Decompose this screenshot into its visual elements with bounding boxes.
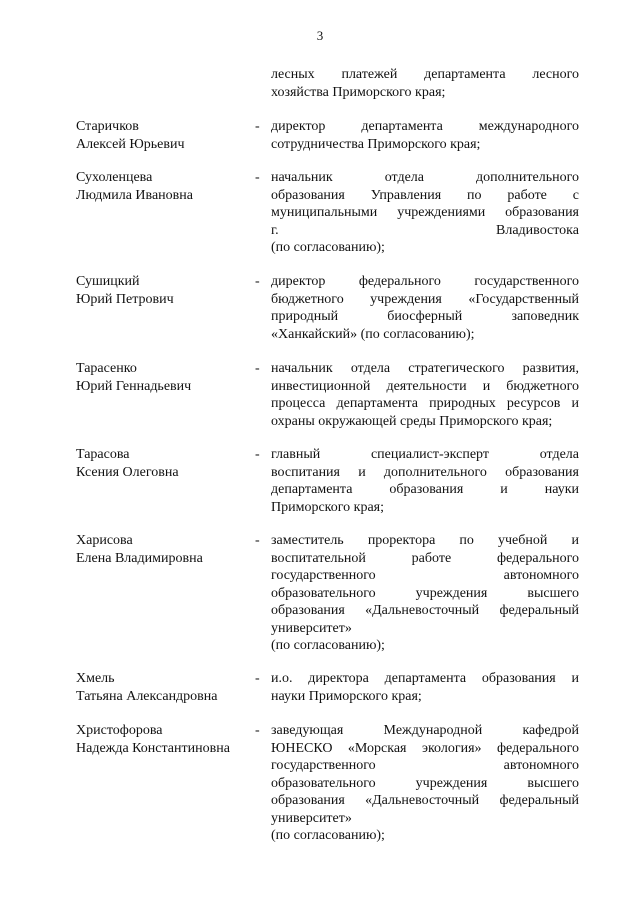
role-line: университет» [271, 620, 352, 636]
member-name [76, 118, 254, 153]
role-line: образовательного учреждения высшего [271, 775, 579, 791]
name-line: Харисова [76, 533, 133, 548]
member-role [271, 532, 579, 655]
role-line: природный биосферный заповедник [271, 309, 579, 324]
dash-separator: - [255, 274, 260, 289]
member-name [76, 360, 254, 395]
name-line: Тарасенко [76, 361, 137, 376]
continuation-role [271, 66, 579, 101]
name-line: Алексей Юрьевич [76, 136, 185, 152]
role-line: науки Приморского края; [271, 688, 422, 704]
name-line: Тарасова [76, 447, 130, 462]
name-line: Юрий Петрович [76, 291, 174, 307]
role-line: образовательного учреждения высшего [271, 585, 579, 601]
name-line: Ксения Олеговна [76, 464, 179, 480]
role-line: ЮНЕСКО «Морская экология» федерального [271, 740, 579, 756]
name-line: Елена Владимировна [76, 550, 203, 566]
dash-separator: - [255, 170, 260, 185]
role-line: и.о. директора департамента образования и [271, 671, 579, 686]
role-line: инвестиционной деятельности и бюджетного [271, 378, 579, 394]
role-line: образования «Дальневосточный федеральный [271, 793, 579, 808]
role-line: «Ханкайский» (по согласованию); [271, 326, 475, 342]
member-role [271, 670, 579, 705]
role-line: начальник отдела дополнительного [271, 170, 579, 185]
member-name [76, 532, 254, 567]
member-role [271, 446, 579, 516]
role-line: директор департамента международного [271, 119, 579, 134]
role-line: государственного автономного [271, 758, 579, 773]
role-line: заместитель проректора по учебной и [271, 533, 579, 548]
role-line: директор федерального государственного [271, 274, 579, 289]
role-line: (по согласованию); [271, 240, 385, 255]
role-line: г. Владивостока [271, 222, 579, 238]
name-line: Татьяна Александровна [76, 688, 218, 704]
name-line: Старичков [76, 119, 139, 134]
role-line: государственного автономного [271, 568, 579, 583]
role-line: муниципальными учреждениями образования [271, 205, 579, 220]
name-line: Людмила Ивановна [76, 187, 193, 203]
role-line: Приморского края; [271, 499, 385, 515]
member-role [271, 360, 579, 430]
role-line: хозяйства Приморского края; [271, 84, 446, 100]
member-role [271, 273, 579, 343]
dash-separator: - [255, 533, 260, 548]
member-name [76, 670, 254, 705]
name-line: Хмель [76, 671, 115, 686]
role-line: воспитания и дополнительного образования [271, 464, 579, 480]
member-role [271, 118, 579, 153]
role-line: главный специалист-эксперт отдела [271, 447, 579, 462]
name-line: Христофорова [76, 723, 163, 738]
role-line: (по согласованию); [271, 638, 385, 653]
dash-separator: - [255, 119, 260, 134]
member-name [76, 446, 254, 481]
role-line: департамента образования и науки [271, 482, 579, 497]
role-line: начальник отдела стратегического развития, [271, 361, 579, 376]
name-line: Надежда Константиновна [76, 740, 230, 756]
role-line: образования Управления по работе с [271, 187, 579, 203]
page-number: 3 [316, 28, 324, 43]
name-line: Юрий Геннадьевич [76, 378, 192, 394]
member-name [76, 273, 254, 308]
member-name [76, 169, 254, 204]
role-line: образования «Дальневосточный федеральный [271, 603, 579, 618]
role-line: бюджетного учреждения «Государственный [271, 291, 579, 307]
member-name [76, 722, 254, 757]
role-line: сотрудничества Приморского края; [271, 136, 481, 152]
role-line: (по согласованию); [271, 828, 385, 843]
dash-separator: - [255, 723, 260, 738]
name-line: Сушицкий [76, 274, 140, 289]
role-line: университет» [271, 810, 352, 826]
dash-separator: - [255, 447, 260, 462]
role-line: воспитательной работе федерального [271, 550, 579, 566]
name-line: Сухоленцева [76, 170, 153, 185]
role-line: лесных платежей департамента лесного [271, 67, 579, 82]
dash-separator: - [255, 671, 260, 686]
member-role [271, 169, 579, 257]
dash-separator: - [255, 361, 260, 376]
member-role [271, 722, 579, 845]
role-line: заведующая Международной кафедрой [271, 723, 579, 738]
role-line: охраны окружающей среды Приморского края; [271, 413, 553, 429]
role-line: процесса департамента природных ресурсов и [271, 396, 579, 411]
